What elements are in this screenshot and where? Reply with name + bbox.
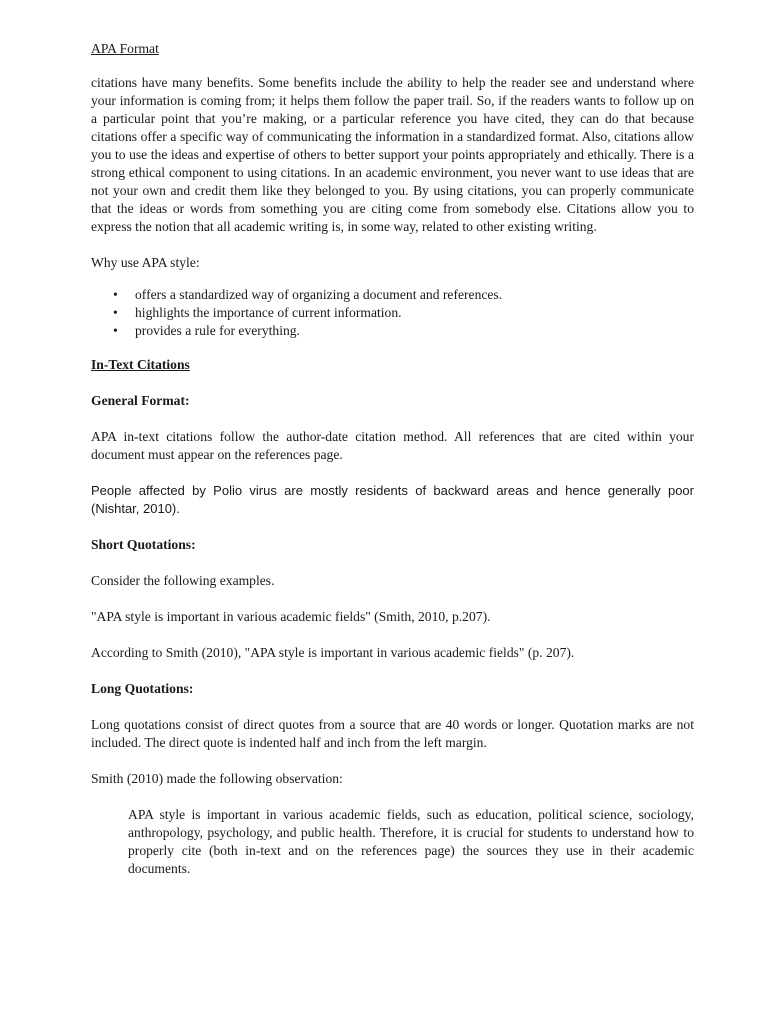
list-item [113,322,694,340]
consider-text: Consider the following examples. [91,573,275,588]
bullet-icon: • [113,287,118,302]
general-format-heading: General Format: [91,393,190,408]
long-quotations-paragraph: Long quotations consist of direct quotes from a source that are 40 words or longer. Quotation marks are not included. The direct quote is indented half and inch from the left margin. [91,717,694,750]
list-item [113,286,694,304]
bullet-icon: • [113,305,118,320]
general-format-paragraph: APA in-text citations follow the author-date citation method. All references that are cited within your document must appear on the references page. [91,429,694,462]
long-quotations-heading: Long Quotations: [91,681,194,696]
list-item-text: highlights the importance of current information. [135,305,402,320]
list-item-text: offers a standardized way of organizing a document and references. [135,287,503,302]
document-page [91,40,694,896]
list-item [113,304,694,322]
polio-example-paragraph: People affected by Polio virus are mostly residents of backward areas and hence generally poor (Nishtar, 2010). [91,483,694,516]
short-quote-example-1: "APA style is important in various academic fields" (Smith, 2010, p.207). [91,609,491,624]
observation-intro: Smith (2010) made the following observation: [91,771,343,786]
short-quote-example-2: According to Smith (2010), "APA style is important in various academic fields" (p. 207). [91,645,575,660]
why-apa-heading: Why use APA style: [91,255,200,270]
block-quote: APA style is important in various academic fields, such as education, political science, sociology, anthropology, psychology, and public health. Therefore, it is crucial for students to understand how to properly cite (both in-text and on the references page) the sources they use in their academic documents. [128,807,694,876]
intro-paragraph: citations have many benefits. Some benefits include the ability to help the reader see and understand where your information is coming from; it helps them follow the paper trail. So, if the readers wants to follow up on a particular point that you’re making, or a particular reference you have cited, they can do that because citations offer a specific way of communicating the information in a standardized format. Also, citations allow you to use the ideas and expertise of others to better support your points appropriately and ethically. There is a strong ethical component to using citations. In an academic environment, you never want to use ideas that are not your own and credit them like they belonged to you. By using citations, you can properly communicate that the ideas or words from something you are citing come from somebody else. Citations allow you to express the notion that all academic writing is, in some way, related to other existing writing. [91,75,694,234]
list-item-text: provides a rule for everything. [135,323,300,338]
in-text-citations-heading: In-Text Citations [91,357,190,372]
benefits-list [91,286,694,340]
short-quotations-heading: Short Quotations: [91,537,196,552]
document-title: APA Format [91,41,159,56]
bullet-icon: • [113,323,118,338]
